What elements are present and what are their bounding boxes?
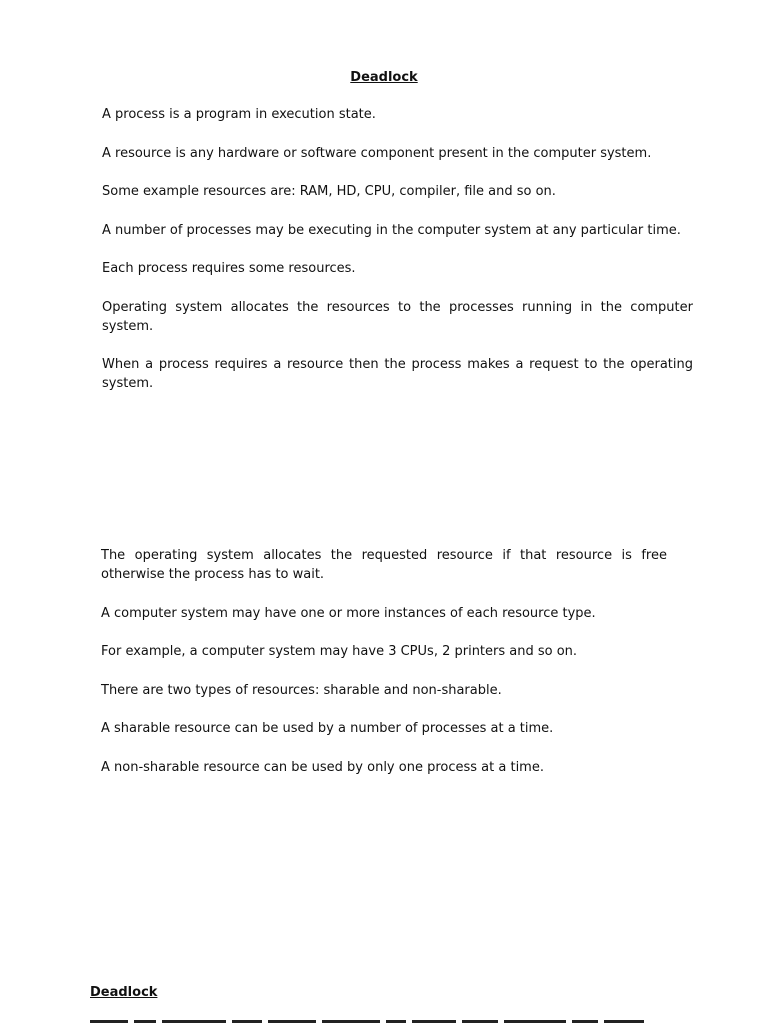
paragraph: A number of processes may be executing in the computer system at any particular time.	[102, 222, 681, 238]
paragraph: A resource is any hardware or software component present in the computer system.	[102, 145, 652, 161]
paragraph: A sharable resource can be used by a number of processes at a time.	[101, 721, 554, 736]
paragraph: Each process requires some resources.	[102, 261, 356, 276]
paragraph: A non-sharable resource can be used by only one process at a time.	[101, 759, 544, 775]
section-1	[102, 105, 693, 413]
paragraph: Operating system allocates the resources to the processes running in the computer system.	[102, 299, 693, 334]
paragraph: For example, a computer system may have 3 CPUs, 2 printers and so on.	[101, 644, 578, 659]
paragraph: When a process requires a resource then the process makes a request to the operating system.	[102, 357, 693, 391]
section-heading: Deadlock	[90, 985, 158, 1000]
paragraph: A process is a program in execution state.	[102, 107, 376, 122]
section-2	[101, 546, 667, 796]
paragraph: A computer system may have one or more instances of each resource type.	[101, 605, 596, 621]
page-title: Deadlock	[350, 70, 418, 85]
paragraph: Some example resources are: RAM, HD, CPU, compiler, file and so on.	[102, 184, 556, 199]
paragraph: The operating system allocates the requested resource if that resource is free otherwise the process has to wait.	[101, 548, 667, 582]
truncated-text-line	[90, 1018, 650, 1026]
paragraph: There are two types of resources: sharable and non-sharable.	[101, 682, 502, 698]
